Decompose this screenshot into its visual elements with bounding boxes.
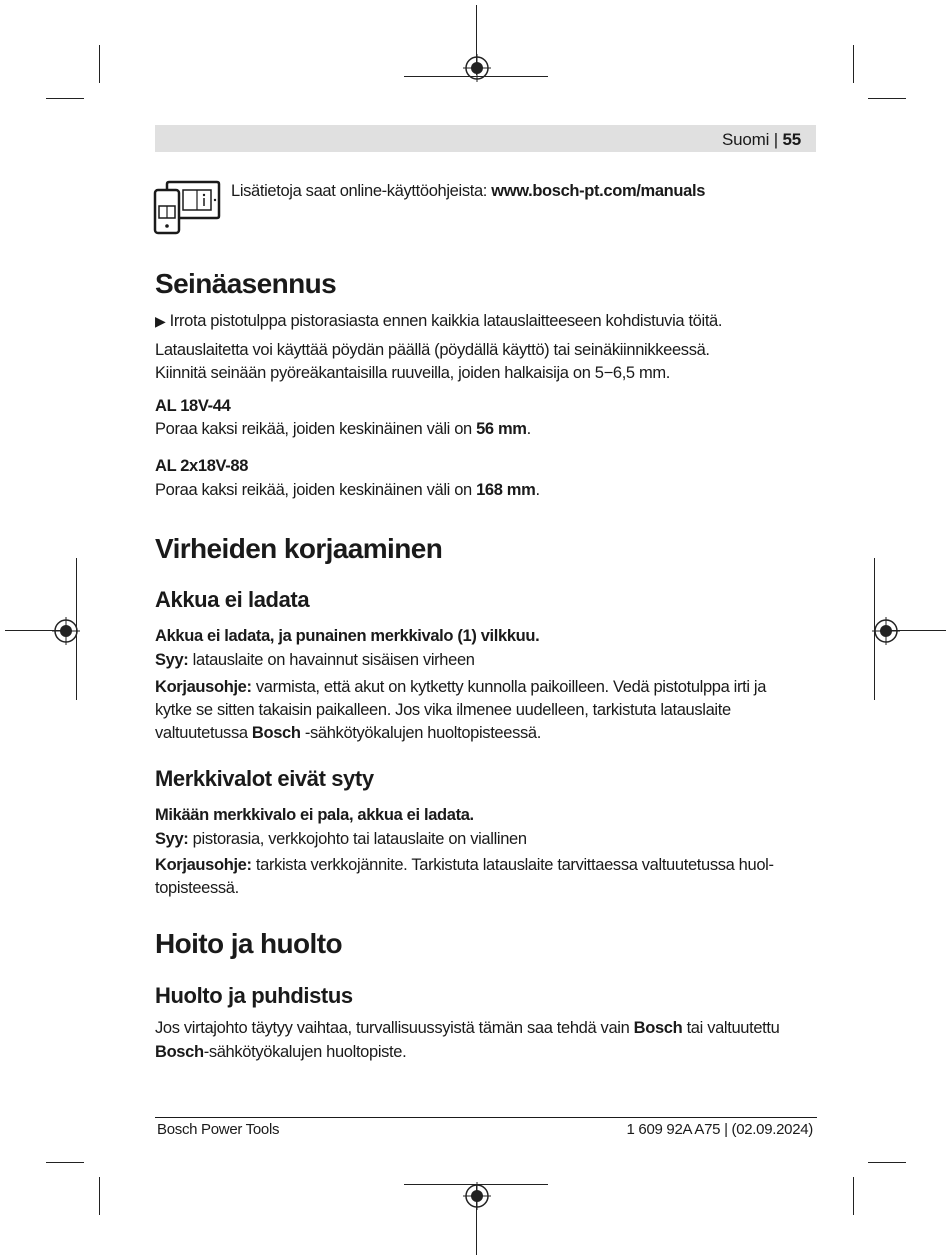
subsection-title-not-charging: Akkua ei ladata <box>155 587 310 612</box>
registration-target-bottom <box>463 1182 491 1210</box>
model-name: AL 2x18V-88 <box>155 457 249 475</box>
registration-target-top <box>463 54 491 82</box>
problem-description: Mikään merkkivalo ei pala, akkua ei ladata. <box>155 806 474 824</box>
fix-line: valtuutetussa Bosch -sähkötyökalujen huoltopisteessä. <box>155 724 541 742</box>
maintenance-line: Bosch-sähkötyökalujen huoltopiste. <box>155 1043 407 1061</box>
section-title-care: Hoito ja huolto <box>155 928 342 959</box>
online-manual-note: Lisätietoja saat online-käyttöohjeista: www.bosch-pt.com/manuals <box>231 182 706 200</box>
footer-doc-number: 1 609 92A A75 | (02.09.2024) <box>626 1121 813 1138</box>
safety-warning: ▶ Irrota pistotulppa pistorasiasta ennen kaikkia latauslaitteeseen kohdistuvia töitä. <box>155 312 723 330</box>
fix-line: kytke se sitten takaisin paikalleen. Jos vika ilmenee uudelleen, tarkistuta latauslaite <box>155 701 731 719</box>
model-drill-instruction: Poraa kaksi reikää, joiden keskinäinen väli on 56 mm. <box>155 420 531 438</box>
manual-device-icon <box>153 180 221 236</box>
maintenance-line: Jos virtajohto täytyy vaihtaa, turvallisuussyistä tämän saa tehdä vain Bosch tai valtuutettu <box>155 1019 780 1037</box>
cause-text: Syy: pistorasia, verkkojohto tai latauslaite on viallinen <box>155 830 527 848</box>
header-language: Suomi <box>722 130 770 149</box>
cause-text: Syy: latauslaite on havainnut sisäisen virheen <box>155 651 475 669</box>
footer-brand: Bosch Power Tools <box>157 1121 280 1138</box>
warning-arrow-icon: ▶ <box>155 313 166 329</box>
fix-line: Korjausohje: varmista, että akut on kytketty kunnolla paikoilleen. Vedä pistotulppa irti ja <box>155 678 767 696</box>
manual-link[interactable]: www.bosch-pt.com/manuals <box>491 182 706 200</box>
registration-target-left <box>52 617 80 645</box>
subsection-title-lights-off: Merkkivalot eivät syty <box>155 766 374 791</box>
wall-paragraph-line2: Kiinnitä seinään pyöreäkantaisilla ruuveilla, joiden halkaisija on 5−6,5 mm. <box>155 364 671 382</box>
fix-line: Korjausohje: tarkista verkkojännite. Tarkistuta latauslaite tarvittaessa valtuutetussa huol- <box>155 856 774 874</box>
page-header <box>722 130 801 150</box>
wall-paragraph-line1: Latauslaitetta voi käyttää pöydän päällä (pöydällä käyttö) tai seinäkiinnikkeessä. <box>155 341 710 359</box>
footer-rule <box>155 1117 817 1118</box>
header-bar <box>155 125 816 152</box>
registration-target-right <box>872 617 900 645</box>
problem-description: Akkua ei ladata, ja punainen merkkivalo (1) vilkkuu. <box>155 627 540 645</box>
section-title-troubleshooting: Virheiden korjaaminen <box>155 533 443 564</box>
page-number: 55 <box>782 130 801 149</box>
model-name: AL 18V-44 <box>155 397 231 415</box>
subsection-title-maintenance: Huolto ja puhdistus <box>155 983 353 1008</box>
section-title-wall-mounting: Seinäasennus <box>155 268 337 299</box>
model-drill-instruction: Poraa kaksi reikää, joiden keskinäinen väli on 168 mm. <box>155 481 540 499</box>
header-separator: | <box>773 130 778 149</box>
fix-line: topisteessä. <box>155 879 239 897</box>
